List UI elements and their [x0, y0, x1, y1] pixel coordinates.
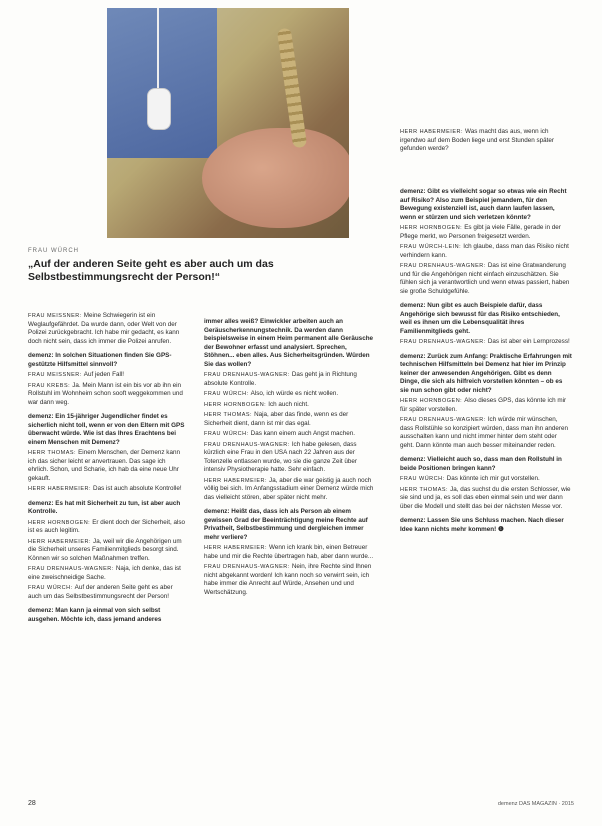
page-number: 28 — [28, 800, 36, 807]
reply-text: Ich glaube, dass man das Risiko nicht verhindern kann. — [400, 243, 569, 259]
reply-text: Also, ich würde es nicht wollen. — [250, 390, 339, 397]
speaker-reply — [400, 475, 572, 484]
interviewer-question: demenz: In solchen Situationen finden Sie GPS-gestützte Hilfsmittel sinnvoll? — [28, 352, 172, 368]
quote-speaker: FRAU WÜRCH — [28, 248, 79, 254]
speaker-name: HERR HORNBOGEN: — [28, 519, 93, 526]
speaker-reply — [400, 416, 572, 450]
reply-text: Es gibt ja viele Fälle, gerade in der Pflege merkt, wo Personen freigesetzt werden. — [400, 224, 561, 240]
interviewer-question: demenz: Heißt das, dass ich als Person ab einem gewissen Grad der Beeinträchtigung meine Rechte auf Privatheit, Selbstbestimmung und dergleichen immer mehr verliere? — [204, 508, 368, 541]
interviewer-question: demenz: Man kann ja einmal von sich selbst ausgehen. Möchte ich, dass jemand anderes — [28, 607, 162, 623]
interviewer-question: demenz: Lassen Sie uns Schluss machen. Nach dieser Idee kann nichts mehr kommen! ❶ — [400, 517, 564, 533]
speaker-reply — [400, 243, 572, 260]
emergency-pendant-icon — [147, 88, 171, 130]
reply-text: Wenn ich krank bin, einen Betreuer habe und mir die Rechte übertragen hab, aber dann wurde... — [204, 544, 374, 560]
speaker-name: FRAU DRENHAUS-WAGNER: — [400, 263, 488, 269]
speaker-name: HERR HORNBOGEN: — [204, 401, 269, 408]
speaker-name: FRAU DRENHAUS-WAGNER: — [204, 372, 292, 378]
speaker-name: FRAU WÜRCH: — [204, 391, 251, 397]
speaker-reply — [204, 544, 374, 561]
speaker-reply — [28, 312, 186, 346]
interviewer-question: demenz: Ein 15-jähriger Jugendlicher findet es sicherlich nicht toll, wenn er von den Eltern mit GPS überwacht würde. Wie ist das Ihres Erachtens bei einem Menschen mit Demenz? — [28, 413, 185, 446]
reply-text: Auf jeden Fall! — [83, 371, 125, 378]
speaker-name: HERR THOMAS: — [400, 486, 451, 493]
reply-text: Das könnte ich mir gut vorstellen. — [446, 475, 540, 482]
column-3-top — [400, 128, 572, 156]
speaker-reply — [400, 224, 572, 241]
speaker-reply — [400, 128, 572, 154]
speaker-name: FRAU WÜRCH: — [28, 585, 75, 591]
reply-text: Ich habe gelesen, dass kürzlich eine Frau in den USA nach 22 Jahren aus der Totenzelle entlassen wurde, wo sie die ganze Zeit über intensiv Physiotherapie hatte. Sehr einfach. — [204, 440, 357, 473]
speaker-reply — [28, 382, 186, 408]
speaker-reply — [204, 390, 374, 399]
reply-text: Auf der anderen Seite geht es aber auch um das Selbstbestimmungsrecht der Person! — [28, 584, 173, 600]
speaker-name: FRAU DRENHAUS-WAGNER: — [400, 417, 488, 423]
speaker-name: FRAU DRENHAUS-WAGNER: — [28, 566, 116, 572]
column-3 — [400, 182, 572, 536]
speaker-reply — [204, 430, 374, 439]
speaker-name: FRAU WÜRCH: — [400, 476, 447, 482]
interviewer-question: demenz: Gibt es vielleicht sogar so etwas wie ein Recht auf Risiko? Also zum Beispiel jemandem, für den Bewegung existenziell ist, auch dann laufen lassen, wenn er stürzen und sich verletzen könnte? — [400, 188, 567, 221]
reply-text: Einem Menschen, der Demenz kann ich das sicher leicht er anvertrauen. Das sage ich ehrlich. Schon, und Scharie, ich hab da eine neue Uhr gekauft. — [28, 449, 180, 482]
interviewer-question: demenz: Vielleicht auch so, dass man den Rollstuhl in beide Positionen bringen kann? — [400, 456, 562, 472]
speaker-reply — [28, 371, 186, 380]
speaker-name: HERR HORNBOGEN: — [400, 225, 465, 231]
interviewer-question: demenz: Es hat mit Sicherheit zu tun, ist aber auch Kontrolle. — [28, 499, 181, 515]
reply-text: Das ist aber ein Lernprozess! — [487, 338, 570, 345]
speaker-reply — [400, 486, 572, 512]
reply-text: Das kann einem auch Angst machen. — [250, 430, 355, 437]
column-2 — [204, 312, 374, 599]
speaker-name: HERR HABERMEIER: — [28, 486, 94, 492]
reply-text: Ich würde mir wünschen, dass Rollstühle so konzipiert würden, dass man ihn anderen ausschalten kann und nicht immer hinter dem steht oder geht. Dann könnte man auch besser miteinander reden. — [400, 416, 569, 449]
reply-text: Ja, das suchst du die ersten Schlosser, wie sie sind und ja, es soll das eben einmal sein und wer dann über die Modell und stellt das bei der nächsten Messe vor. — [400, 485, 571, 510]
speaker-name: FRAU WÜRCH: — [204, 431, 251, 437]
pendant-cord — [157, 8, 159, 90]
speaker-name: HERR HORNBOGEN: — [400, 398, 465, 404]
speaker-reply — [28, 565, 186, 582]
interviewer-question: demenz: Zurück zum Anfang: Praktische Erfahrungen mit technischen Hilfsmitteln bei Demenz hat hier im Prinzip keiner der anwesenden Angehörigen. Gibt es denn Dinge, die sich als hilfreich vorstellen könnten – ob es sie nun schon gibt oder nicht? — [400, 352, 572, 394]
speaker-reply — [400, 262, 572, 296]
speaker-name: HERR THOMAS: — [28, 450, 79, 456]
reply-text: Das geht ja in Richtung absolute Kontrolle. — [204, 371, 357, 387]
column-1 — [28, 312, 186, 626]
reply-text: Ja. Mein Mann ist ein bis vor ab ihn ein Rollstuhl im Wohnheim schon sooft weggekommen und war dann weg. — [28, 381, 183, 406]
interviewer-question: demenz: Nun gibt es auch Beispiele dafür, dass Angehörige sich bewusst für das Risiko entschieden, weil es ihnen um die Lebensqualität ihres Familienmitglieds geht. — [400, 302, 560, 335]
reply-text: Er dient doch der Sicherheit, also ist es auch legitim. — [28, 518, 185, 534]
pull-quote: „Auf der anderen Seite geht es aber auch um das Selbstbestimmungsrecht der Person!“ — [28, 258, 274, 284]
speaker-name: HERR HABERMEIER: — [28, 538, 94, 545]
reply-text: Meine Schwiegerin ist ein Weglaufgefährdet. Da wurde dann, oder Welt von der Polizei zurückgebracht. Ich habe mir gedacht, es kann doch nicht sein, dass ich immer die Polizei anrufen. — [28, 312, 180, 345]
speaker-reply — [28, 584, 186, 601]
speaker-reply — [400, 338, 572, 347]
reply-text: Ja, aber die war geistig ja auch noch völlig bei sich. Im Anfangsstadium einer Demenz würde mich das vielleicht stören, aber später nicht mehr. — [204, 476, 374, 501]
speaker-name: FRAU DRENHAUS-WAGNER: — [204, 441, 292, 448]
speaker-name: FRAU WÜRCH-LEIN: — [400, 244, 464, 250]
speaker-reply — [204, 563, 374, 597]
speaker-reply — [204, 411, 374, 428]
speaker-name: FRAU MEISSNER: — [28, 313, 84, 319]
speaker-name: FRAU DRENHAUS-WAGNER: — [400, 339, 488, 345]
reply-text: Naja, ich denke, das ist eine zweischneidige Sache. — [28, 565, 181, 581]
speaker-reply — [28, 449, 186, 483]
interviewer-question: immer alles weiß? Einwickler arbeiten auch an Geräuscherkennungstechnik. Da werden dann beispielsweise in einem Heim permanent alle Geräusche der Bewohner erfasst und analysiert. Sprechen, Stöhnen... eben alles. Aus Sicherheitsgründen. Würden Sie das wollen? — [204, 318, 374, 368]
speaker-reply — [204, 441, 374, 475]
speaker-name: HERR HABERMEIER: — [204, 477, 270, 484]
reply-text: Ich auch nicht. — [268, 400, 309, 408]
speaker-reply — [28, 519, 186, 536]
reply-text: Ja, weil wir die Angehörigen um die Sicherheit unseres Familienmitglieds besorgt sind. Können wir so solchen Maßnahmen treffen. — [28, 537, 182, 562]
reply-text: Naja, aber das finde, wenn es der Sicherheit dient, dann ist mir das egal. — [204, 411, 349, 427]
speaker-name: FRAU DRENHAUS-WAGNER: — [204, 564, 292, 570]
magazine-footer: demenz DAS MAGAZIN · 2015 — [497, 801, 574, 807]
speaker-reply — [204, 477, 374, 503]
reply-text: Das ist eine Gratwanderung und für die Angehörigen nicht einfach einzuschätzen. Sie fühlen sich ja verantwortlich und wenn etwas passiert, haben sie große Schuldgefühle. — [400, 262, 570, 295]
speaker-name: FRAU KREBS: — [28, 382, 73, 389]
speaker-name: HERR THOMAS: — [204, 412, 255, 418]
speaker-name: FRAU MEISSNER: — [28, 372, 84, 378]
speaker-name: HERR HABERMEIER: — [204, 545, 270, 551]
reply-text: Das ist auch absolute Kontrolle! — [93, 485, 182, 492]
speaker-reply — [204, 401, 374, 410]
speaker-reply — [28, 538, 186, 564]
sleeve-shape — [107, 8, 217, 158]
reply-text: Was macht das aus, wenn ich irgendwo auf dem Boden liege und erst Stunden später gefunden werde? — [400, 128, 555, 152]
hero-photo — [107, 8, 349, 238]
speaker-name: HERR HABERMEIER: — [400, 129, 466, 135]
reply-text: Nein, ihre Rechte sind Ihnen nicht abgekannt worden! Ich kann noch so verwirrt sein, ich habe immer die Anrecht auf Würde, Ansehen und und Wertschätzung. — [204, 563, 372, 596]
reply-text: Also dieses GPS, das könnte ich mir für später vorstellen. — [400, 397, 567, 413]
speaker-reply — [204, 371, 374, 388]
hands-shape — [202, 128, 349, 228]
speaker-reply — [28, 485, 186, 494]
speaker-reply — [400, 397, 572, 414]
